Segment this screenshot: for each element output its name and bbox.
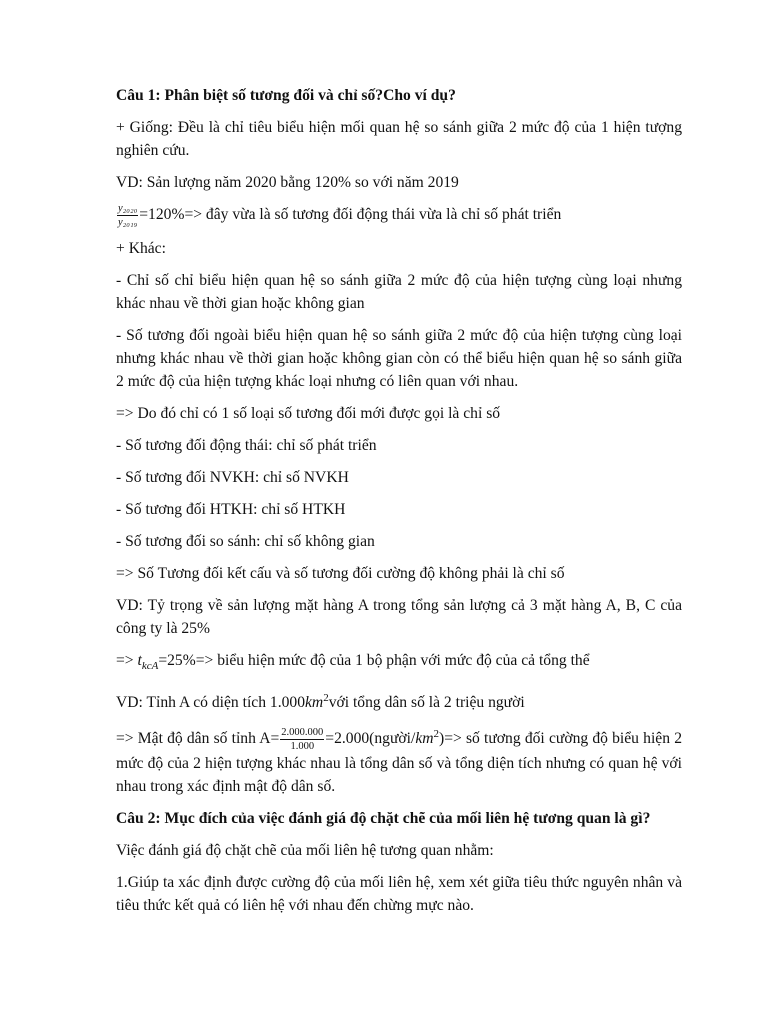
- arrow-prefix: =>: [116, 652, 138, 669]
- unit-km-exponent: 2: [323, 692, 329, 705]
- list-item-htkh: - Số tương đối HTKH: chỉ số HTKH: [116, 501, 346, 518]
- list-item-dynamic: - Số tương đối động thái: chỉ số phát triển: [116, 437, 377, 454]
- fraction-numerator: y₂₀₂₀: [118, 203, 138, 214]
- question-2-intro: Việc đánh giá độ chặt chẽ của mối liên hệ tương quan nhằm:: [116, 842, 494, 860]
- fraction-denominator: 1.000: [290, 741, 315, 753]
- difference-item-2: - Số tương đối ngoài biểu hiện quan hệ so sánh giữa 2 mức độ của hiện tượng cùng loại nhưng khác nhau về thời gian hoặc không gian còn có thể biểu hiện quan hệ so sánh giữa 2 mức độ của hiện tượng khác loại nhưng có liên quan với nhau.: [116, 327, 682, 390]
- fraction-numerator: 2.000.000: [281, 727, 324, 739]
- density-prefix: => Mật độ dân số tỉnh A=: [116, 730, 280, 748]
- formula-text: =120%=> đây vừa là số tương đối động thái vừa là chỉ số phát triển: [139, 206, 562, 224]
- unit-km: km: [305, 694, 324, 712]
- difference-item-1: - Chỉ số chỉ biểu hiện quan hệ so sánh giữa 2 mức độ của hiện tượng cùng loại nhưng khác nhau về thời gian hoặc không gian: [116, 272, 682, 312]
- question-1-title: Câu 1: Phân biệt số tương đối và chỉ số?Cho ví dụ?: [116, 87, 456, 104]
- density-paragraph: [116, 723, 682, 798]
- tkca-text: =25%=> biểu hiện mức độ của 1 bộ phận với mức độ của cả tổng thể: [158, 652, 590, 669]
- example-1-formula: [116, 203, 682, 228]
- fraction-denominator: y₂₀₁₉: [118, 217, 138, 228]
- example-3: [116, 687, 682, 714]
- density-rest: )=> số tương đối cường độ biểu hiện 2 mức độ của 2 hiện tượng khác nhau là tổng dân số và tổng diện tích nhưng có quan hệ với nhau trong xác định mật độ dân số.: [116, 730, 683, 796]
- unit-km-exponent: 2: [433, 728, 439, 741]
- question-2-title: Câu 2: Mục đích của việc đánh giá độ chặt chẽ của mối liên hệ tương quan là gì?: [116, 810, 651, 828]
- example-3-prefix: VD: Tỉnh A có diện tích 1.000: [116, 694, 305, 712]
- unit-km: km: [415, 730, 434, 748]
- fraction-y2020-y2019: [117, 203, 138, 228]
- fraction-density: [280, 727, 324, 752]
- difference-heading: + Khác:: [116, 240, 166, 257]
- conclusion-1: => Do đó chỉ có 1 số loại số tương đối mới được gọi là chỉ số: [116, 405, 501, 422]
- example-3-rest: với tổng dân số là 2 triệu người: [328, 694, 525, 712]
- list-item-comparison: - Số tương đối so sánh: chỉ số không gian: [116, 533, 375, 550]
- list-item-nvkh: - Số tương đối NVKH: chỉ số NVKH: [116, 469, 349, 486]
- example-2: VD: Tỷ trọng về sản lượng mặt hàng A trong tổng sản lượng cả 3 mặt hàng A, B, C của công ty là 25%: [116, 597, 682, 637]
- density-mid: =2.000(người/: [325, 730, 416, 748]
- question-2-item-1: 1.Giúp ta xác định được cường độ của mối liên hệ, xem xét giữa tiêu thức nguyên nhân và tiêu thức kết quả có liên hệ với nhau đến chừng mực nào.: [116, 874, 682, 915]
- conclusion-2: => Số Tương đối kết cấu và số tương đối cường độ không phải là chỉ số: [116, 565, 565, 582]
- tkca-formula: [116, 649, 682, 678]
- subscript-kca: kcA: [141, 660, 159, 673]
- variable-t: t: [137, 652, 142, 669]
- similarity-paragraph: + Giống: Đều là chỉ tiêu biểu hiện mối quan hệ so sánh giữa 2 mức độ của 1 hiện tượng nghiên cứu.: [116, 119, 682, 159]
- example-1: VD: Sản lượng năm 2020 bằng 120% so với năm 2019: [116, 174, 459, 191]
